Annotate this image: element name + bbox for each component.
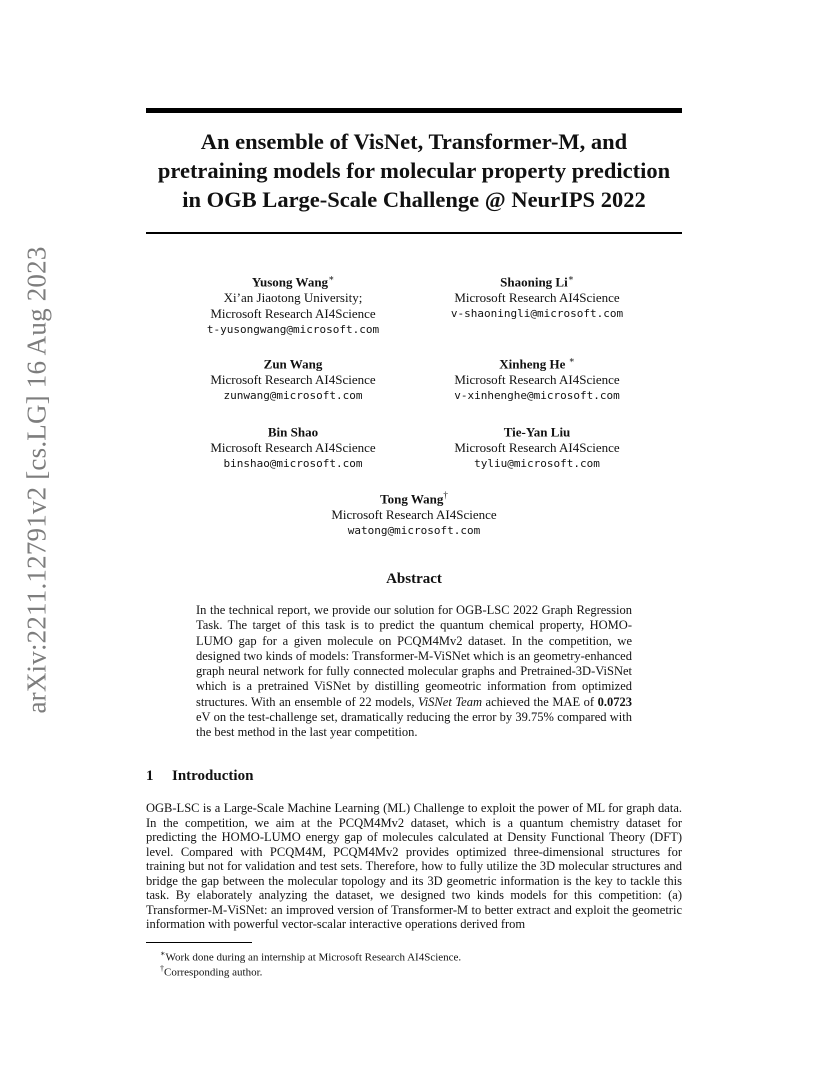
title-top-rule — [146, 108, 682, 113]
arxiv-identifier: arXiv:2211.12791v2 [cs.LG] 16 Aug 2023 — [21, 246, 52, 714]
author-email[interactable]: v-xinhenghe@microsoft.com — [454, 389, 620, 403]
section-title: Introduction — [172, 768, 254, 784]
author-block — [284, 487, 544, 539]
author-block — [407, 352, 667, 404]
author-name: Yusong Wang∗ — [251, 273, 335, 290]
author-name: Zun Wang — [263, 356, 323, 372]
section-heading — [146, 768, 253, 785]
abstract-heading: Abstract — [386, 571, 442, 587]
author-affiliation: Microsoft Research AI4Science — [454, 372, 620, 388]
footnote: †Corresponding author. — [160, 964, 263, 979]
author-affiliation: Microsoft Research AI4Science — [454, 440, 620, 456]
author-email[interactable]: tyliu@microsoft.com — [474, 457, 600, 471]
author-affiliation: Microsoft Research AI4Science — [210, 306, 376, 322]
title-line: An ensemble of VisNet, Transformer-M, and — [200, 129, 628, 154]
introduction-paragraph: OGB-LSC is a Large-Scale Machine Learning (ML) Challenge to exploit the power of ML for graph data. In the competition, we aim at the PCQM4Mv2 dataset, which is a quantum chemistry dataset for predicting the HOMO-LUMO energy gap of molecules calculated at Density Functional Theory (DFT) level. Compared with PCQM4M, PCQM4Mv2 provides optimized three-dimensional structures for training but not for validation and test sets. Therefore, how to fully utilize the 3D molecular structures and bridge the gap between the molecular topology and its 3D geometric information is the key to tackle this task. By elaborately analyzing the dataset, we designed two kinds models for this competition: (a) Transformer-M-ViSNet: an improved version of Transformer-M to better extract and exploit the geometric information with powerful vector-scalar interactive operations derived from — [146, 801, 682, 931]
paper-title — [146, 127, 682, 214]
author-email[interactable]: zunwang@microsoft.com — [223, 389, 363, 403]
author-name: Tie-Yan Liu — [503, 424, 571, 440]
footnote-rule — [146, 942, 252, 943]
author-block — [407, 270, 667, 322]
team-name: ViSNet Team — [418, 694, 482, 709]
author-block — [407, 420, 667, 472]
author-email[interactable]: v-shaoningli@microsoft.com — [450, 307, 624, 321]
author-email[interactable]: t-yusongwang@microsoft.com — [206, 323, 380, 337]
title-line: in OGB Large-Scale Challenge @ NeurIPS 2022 — [182, 187, 646, 212]
author-affiliation: Microsoft Research AI4Science — [454, 290, 620, 306]
abstract-text: In the technical report, we provide our solution for OGB-LSC 2022 Graph Regression Task. The target of this task is to predict the quantum chemical property, HOMO-LUMO gap for a given molecule on PCQM4Mv2 dataset. In the competition, we designed two kinds of models: Transformer-M-ViSNet which is an geometry-enhanced graph neural network for fully connected molecular graphs and Pretrained-3D-ViSNet which is a pretrained ViSNet by distilling geomeotric information from optimized structures. With an ensemble of 22 models, ViSNet Team achieved the MAE of 0.0723 eV on the test-challenge set, dramatically reducing the error by 39.75% compared with the best method in the last year competition. — [196, 603, 632, 740]
author-name: Xinheng He ∗ — [499, 355, 575, 372]
author-email[interactable]: watong@microsoft.com — [347, 524, 481, 538]
author-affiliation: Microsoft Research AI4Science — [331, 507, 497, 523]
title-bottom-rule — [146, 232, 682, 234]
author-affiliation: Xi’an Jiaotong University; — [223, 290, 363, 306]
author-name: Bin Shao — [267, 424, 319, 440]
footnote: ∗Work done during an internship at Microsoft Research AI4Science. — [160, 949, 462, 964]
author-name: Tong Wang† — [380, 490, 448, 507]
section-number: 1 — [146, 768, 154, 784]
author-block — [163, 270, 423, 338]
author-email[interactable]: binshao@microsoft.com — [223, 457, 363, 471]
author-block — [163, 420, 423, 472]
author-affiliation: Microsoft Research AI4Science — [210, 372, 376, 388]
mae-value: 0.0723 — [597, 694, 632, 709]
title-line: pretraining models for molecular property prediction — [157, 158, 671, 183]
author-name: Shaoning Li∗ — [500, 273, 574, 290]
author-affiliation: Microsoft Research AI4Science — [210, 440, 376, 456]
author-block — [163, 352, 423, 404]
